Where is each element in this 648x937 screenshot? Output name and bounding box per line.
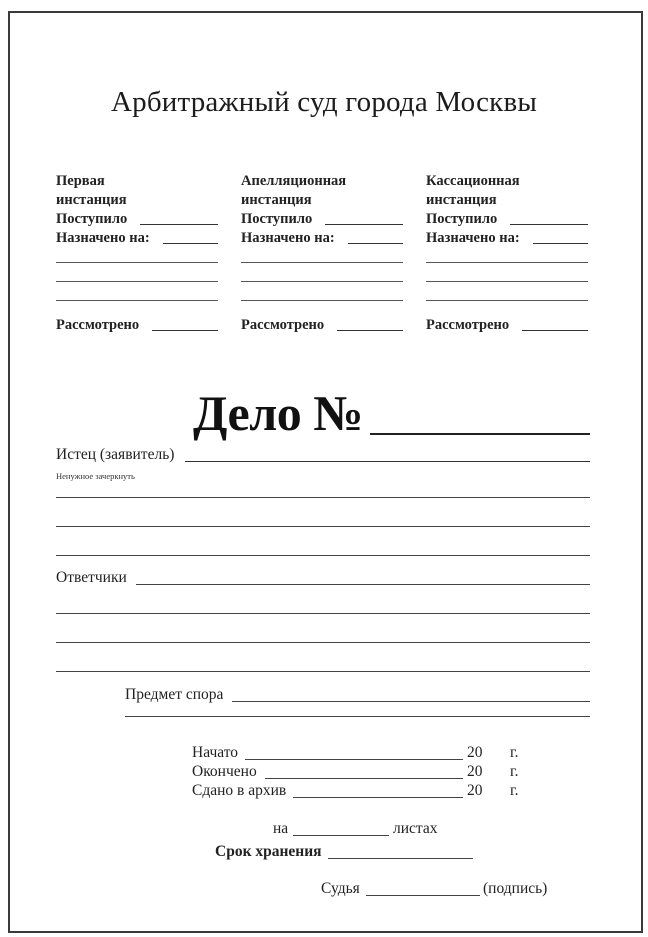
strike-note: Ненужное зачеркнуть [56, 471, 135, 481]
plaintiff-field[interactable] [185, 461, 590, 462]
judge-label: Судья [321, 880, 360, 897]
sheets-suffix: листах [393, 820, 438, 837]
retention-field[interactable] [328, 858, 473, 859]
retention-label: Срок хранения [215, 843, 322, 860]
blank-line[interactable] [56, 300, 218, 301]
started-field[interactable] [245, 759, 463, 760]
defendants-label: Ответчики [56, 569, 127, 586]
archived-year-suffix: г. [510, 782, 519, 799]
plaintiff-line[interactable] [56, 555, 590, 556]
sheets-prefix: на [273, 820, 289, 837]
instance-heading: Кассационная [426, 173, 520, 189]
instance-heading: инстанция [241, 192, 312, 208]
blank-line[interactable] [241, 300, 403, 301]
defendants-line[interactable] [56, 642, 590, 643]
received-field[interactable] [510, 224, 588, 225]
instance-column-first [56, 172, 218, 333]
reviewed-field[interactable] [152, 330, 218, 331]
blank-line[interactable] [426, 300, 588, 301]
instance-heading: Апелляционная [241, 173, 347, 189]
case-number-field[interactable] [370, 433, 590, 435]
plaintiff-line[interactable] [56, 497, 590, 498]
instance-column-cassation [426, 172, 588, 333]
scheduled-label: Назначено на: [426, 230, 520, 246]
case-number-title: Дело № [193, 385, 363, 441]
plaintiff-line[interactable] [56, 526, 590, 527]
started-label: Начато [192, 744, 239, 761]
scheduled-field[interactable] [348, 243, 403, 244]
defendants-field[interactable] [136, 584, 590, 585]
finished-year-prefix: 20 [467, 763, 483, 780]
scheduled-label: Назначено на: [241, 230, 335, 246]
defendants-line[interactable] [56, 671, 590, 672]
reviewed-label: Рассмотрено [241, 317, 325, 333]
archived-field[interactable] [293, 797, 463, 798]
sheets-field[interactable] [293, 835, 389, 836]
archived-label: Сдано в архив [192, 782, 287, 799]
received-field[interactable] [140, 224, 218, 225]
finished-label: Окончено [192, 763, 257, 780]
scheduled-label: Назначено на: [56, 230, 150, 246]
blank-line[interactable] [241, 281, 403, 282]
started-year-suffix: г. [510, 744, 519, 761]
reviewed-label: Рассмотрено [56, 317, 140, 333]
started-year-prefix: 20 [467, 744, 483, 761]
instance-heading: инстанция [426, 192, 497, 208]
finished-year-suffix: г. [510, 763, 519, 780]
court-title: Арбитражный суд города Москвы [110, 86, 538, 118]
reviewed-label: Рассмотрено [426, 317, 510, 333]
scheduled-field[interactable] [533, 243, 588, 244]
subject-label: Предмет спора [125, 686, 224, 703]
blank-line[interactable] [56, 262, 218, 263]
archived-year-prefix: 20 [467, 782, 483, 799]
blank-line[interactable] [426, 281, 588, 282]
instance-heading: Первая [56, 173, 105, 189]
defendants-line[interactable] [56, 613, 590, 614]
plaintiff-label: Истец (заявитель) [56, 446, 175, 463]
blank-line[interactable] [241, 262, 403, 263]
instance-column-appeal [241, 172, 403, 333]
received-label: Поступило [241, 211, 313, 227]
subject-line[interactable] [125, 716, 590, 717]
received-label: Поступило [426, 211, 498, 227]
blank-line[interactable] [56, 281, 218, 282]
blank-line[interactable] [426, 262, 588, 263]
received-label: Поступило [56, 211, 128, 227]
reviewed-field[interactable] [522, 330, 588, 331]
received-field[interactable] [325, 224, 403, 225]
subject-field[interactable] [232, 701, 590, 702]
finished-field[interactable] [265, 778, 463, 779]
signature-label: (подпись) [483, 880, 548, 897]
judge-signature-field[interactable] [366, 895, 480, 896]
instance-heading: инстанция [56, 192, 127, 208]
reviewed-field[interactable] [337, 330, 403, 331]
scheduled-field[interactable] [163, 243, 218, 244]
